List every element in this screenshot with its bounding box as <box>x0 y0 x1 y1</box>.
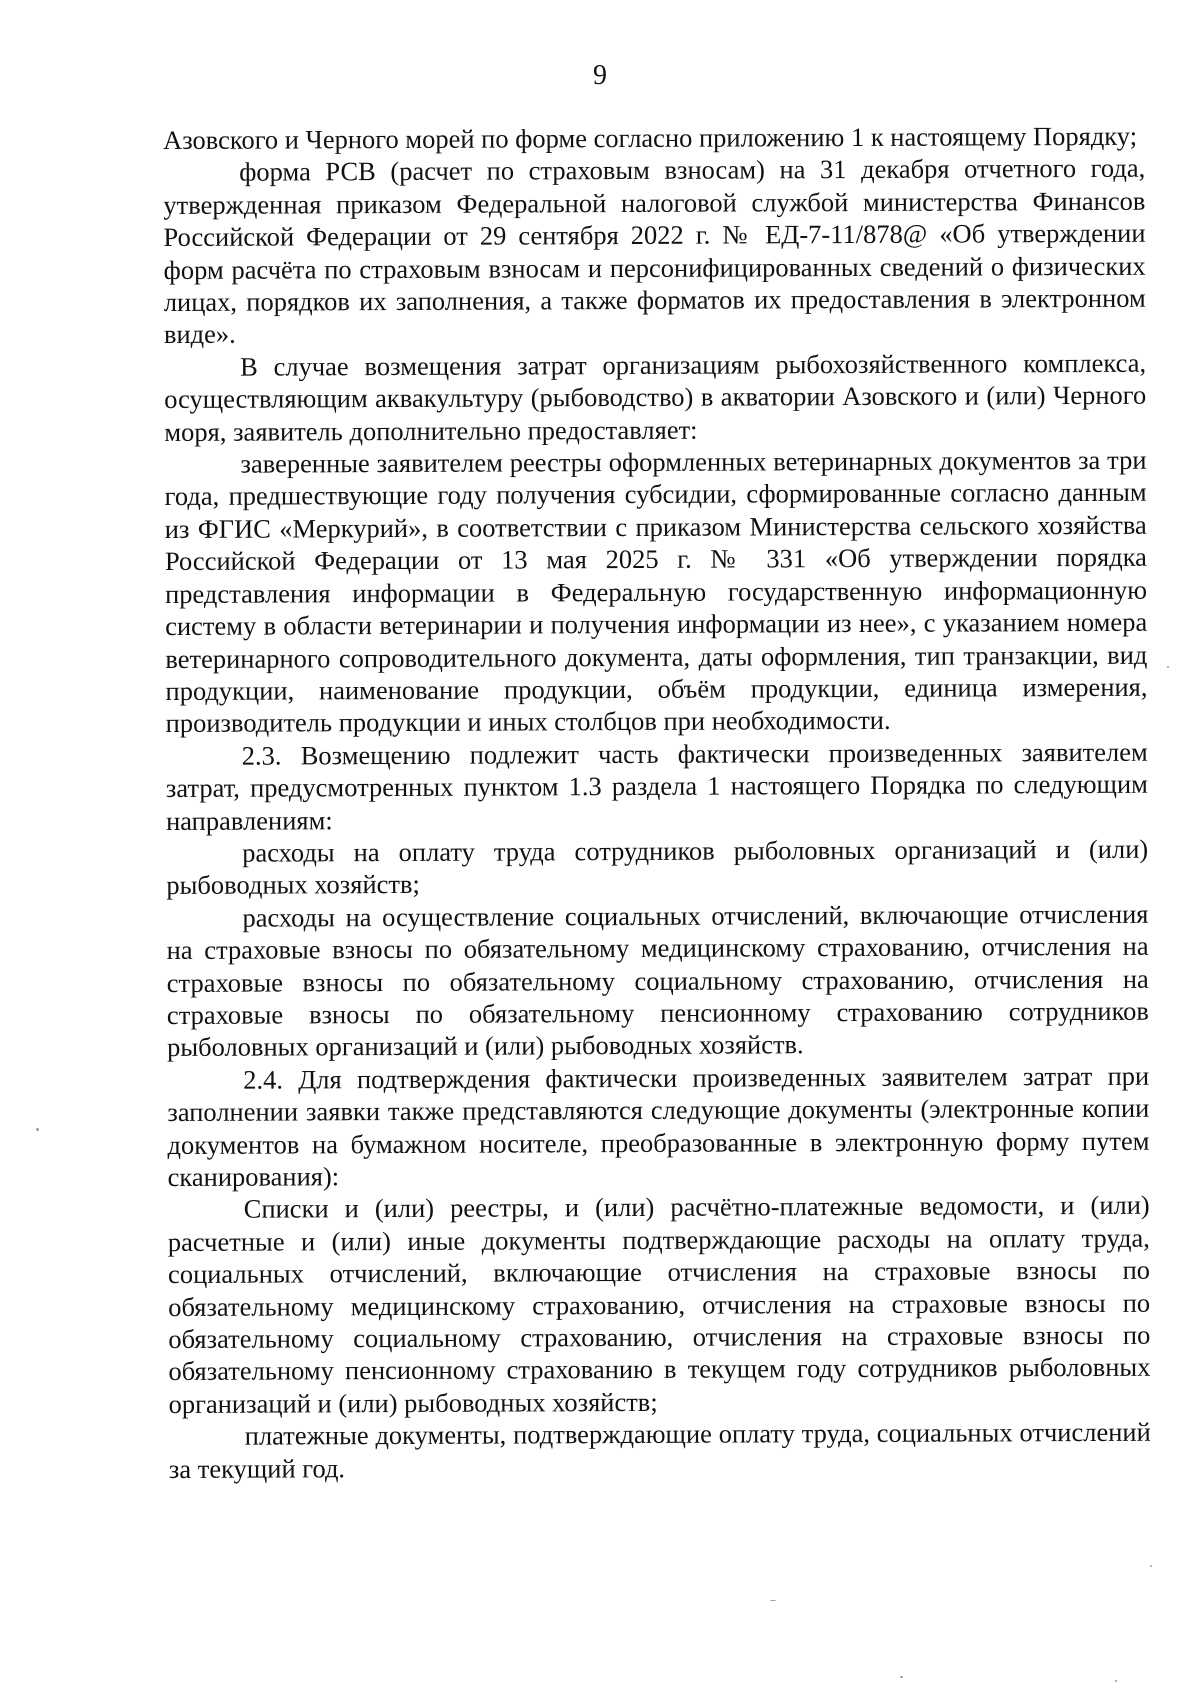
scan-speck <box>1115 1680 1117 1682</box>
scan-speck <box>1167 666 1169 668</box>
paragraph-rsv-form: форма РСВ (расчет по страховым взносам) на 31 декабря отчетного года, утвержденная приказом Федеральной налоговой службой министерства Финансов Российской Федерации от 29 сентября 2022 г. № ЕД-7-11/878@ «Об утверждении форм расчёта по страховым взносам и персонифицированных сведений о физических лицах, порядков их заполнения, а также форматов их предоставления в электронном виде». <box>163 153 1146 350</box>
scan-speck <box>900 1676 903 1678</box>
page-number: 9 <box>593 60 607 91</box>
paragraph-lists-registers: Списки и (или) реестры, и (или) расчётно-платежные ведомости, и (или) расчетные и (или) иные документы подтверждающие расходы на оплату труда, социальных отчислений, включающие отчисления на страховые взносы по обязательному медицинскому страхованию, отчисления на страховые взносы по обязательному социальному страхованию, отчисления на страховые взносы по обязательному пенсионному страхованию в текущем году сотрудников рыболовных организаций и (или) рыбоводных хозяйств; <box>167 1190 1151 1419</box>
paragraph-aquaculture-case: В случае возмещения затрат организациям рыбохозяйственного комплекса, осуществляющим аквакультуру (рыбоводство) в акватории Азовского и (или) Черного моря, заявитель дополнительно предоставляет: <box>164 347 1147 447</box>
paragraph-section-2-3: 2.3. Возмещению подлежит часть фактически произведенных заявителем затрат, предусмотренных пунктом 1.3 раздела 1 настоящего Порядка по следующим направлениям: <box>165 736 1148 836</box>
paragraph-payment-documents: платежные документы, подтверждающие оплату труда, социальных отчислений за текущий год. <box>168 1416 1151 1484</box>
scan-speck <box>36 1128 39 1131</box>
document-body <box>163 120 1151 1485</box>
paragraph-labor-costs: расходы на оплату труда сотрудников рыболовных организаций и (или) рыбоводных хозяйств; <box>166 833 1149 901</box>
paragraph-vet-registers: заверенные заявителем реестры оформленных ветеринарных документов за три года, предшествующие году получения субсидии, сформированные согласно данным из ФГИС «Меркурий», в соответствии с приказом Министерства сельского хозяйства Российской Федерации от 13 мая 2025 г. № 331 «Об утверждении порядка представления информации в Федеральную государственную информационную систему в области ветеринарии и получения информации из нее», с указанием номера ветеринарного сопроводительного документа, даты оформления, тип транзакции, вид продукции, наименование продукции, объём продукции, единица измерения, производитель продукции и иных столбцов при необходимости. <box>164 444 1148 739</box>
paragraph-social-contributions: расходы на осуществление социальных отчислений, включающие отчисления на страховые взносы по обязательному медицинскому страхованию, отчисления на страховые взносы по обязательному социальному страхованию, отчисления на страховые взносы по обязательному пенсионному страхованию сотрудников рыболовных организаций и (или) рыбоводных хозяйств. <box>166 898 1149 1063</box>
paragraph-section-2-4: 2.4. Для подтверждения фактически произведенных заявителем затрат при заполнении заявки также представляются следующие документы (электронные копии документов на бумажном носителе, преобразованные в электронную форму путем сканирования): <box>167 1060 1150 1192</box>
scan-speck <box>1150 1565 1152 1567</box>
paragraph-continuation: Азовского и Черного морей по форме согласно приложению 1 к настоящему Порядку; <box>163 120 1138 155</box>
scan-speck <box>770 1600 776 1601</box>
